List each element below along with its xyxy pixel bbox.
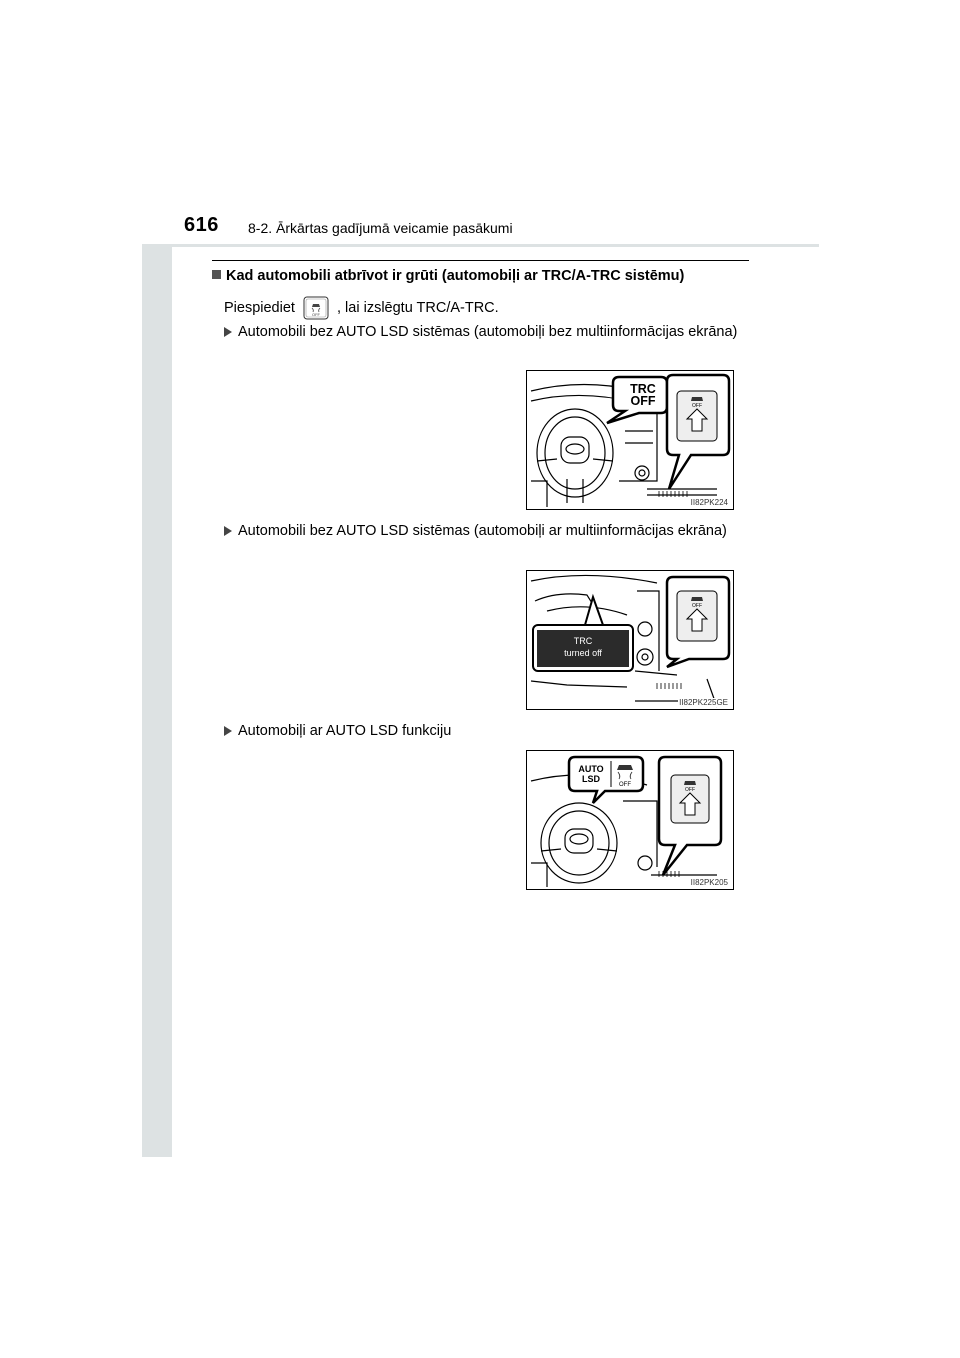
- svg-text:OFF: OFF: [692, 403, 702, 409]
- page-side-bar: [142, 200, 172, 1157]
- section-heading: [212, 268, 684, 284]
- svg-text:OFF: OFF: [692, 603, 702, 609]
- indicator-line-2: LSD: [582, 774, 600, 784]
- bullet-text: Automobiļi ar AUTO LSD funkciju: [238, 723, 452, 739]
- svg-text:OFF: OFF: [619, 782, 631, 788]
- bullet-no-lsd-no-mid: [224, 322, 744, 342]
- bullet-triangle-icon: [224, 726, 232, 736]
- figure-code: II82PK224: [690, 498, 728, 507]
- bullet-with-auto-lsd: [224, 721, 744, 741]
- figure-auto-lsd-indicator: [526, 750, 734, 890]
- auto-lsd-indicator-text: [573, 764, 609, 784]
- figure-trc-turned-off-message: [526, 570, 734, 710]
- svg-text:OFF: OFF: [311, 312, 320, 317]
- callout-line-1: TRC: [630, 382, 656, 396]
- callout-line-2: OFF: [630, 394, 656, 408]
- trc-off-callout-text: [623, 383, 663, 407]
- header-rule: [142, 244, 819, 247]
- section-title: 8-2. Ārkārtas gadījumā veicamie pasākumi: [248, 220, 513, 236]
- figure-code: II82PK225GE: [679, 698, 728, 707]
- bullet-text: Automobili bez AUTO LSD sistēmas (automobiļi bez multiinformācijas ekrāna): [238, 324, 738, 340]
- bullet-no-lsd-with-mid: [224, 521, 744, 541]
- heading-text: Kad automobili atbrīvot ir grūti (automobiļi ar TRC/A-TRC sistēmu): [226, 268, 685, 284]
- heading-rule: [212, 260, 749, 261]
- instruction-before: Piespiediet: [224, 299, 295, 316]
- figure-trc-off-indicator: [526, 370, 734, 510]
- figure-code: II82PK205: [690, 878, 728, 887]
- dashboard-illustration: [527, 751, 733, 889]
- bullet-triangle-icon: [224, 327, 232, 337]
- bullet-triangle-icon: [224, 526, 232, 536]
- page-number: 616: [184, 214, 219, 236]
- bullet-text: Automobili bez AUTO LSD sistēmas (automobiļi ar multiinformācijas ekrāna): [238, 523, 727, 539]
- vsc-off-switch-icon: [303, 296, 329, 320]
- trc-turned-off-message-display: [537, 630, 629, 667]
- indicator-line-1: AUTO: [578, 764, 604, 774]
- svg-text:OFF: OFF: [685, 787, 695, 793]
- heading-square-marker: [212, 270, 221, 279]
- message-line-1: TRC: [573, 636, 593, 646]
- instruction-after: , lai izslēgtu TRC/A-TRC.: [337, 299, 499, 316]
- instruction-line: [224, 296, 499, 320]
- message-line-2: turned off: [564, 648, 602, 658]
